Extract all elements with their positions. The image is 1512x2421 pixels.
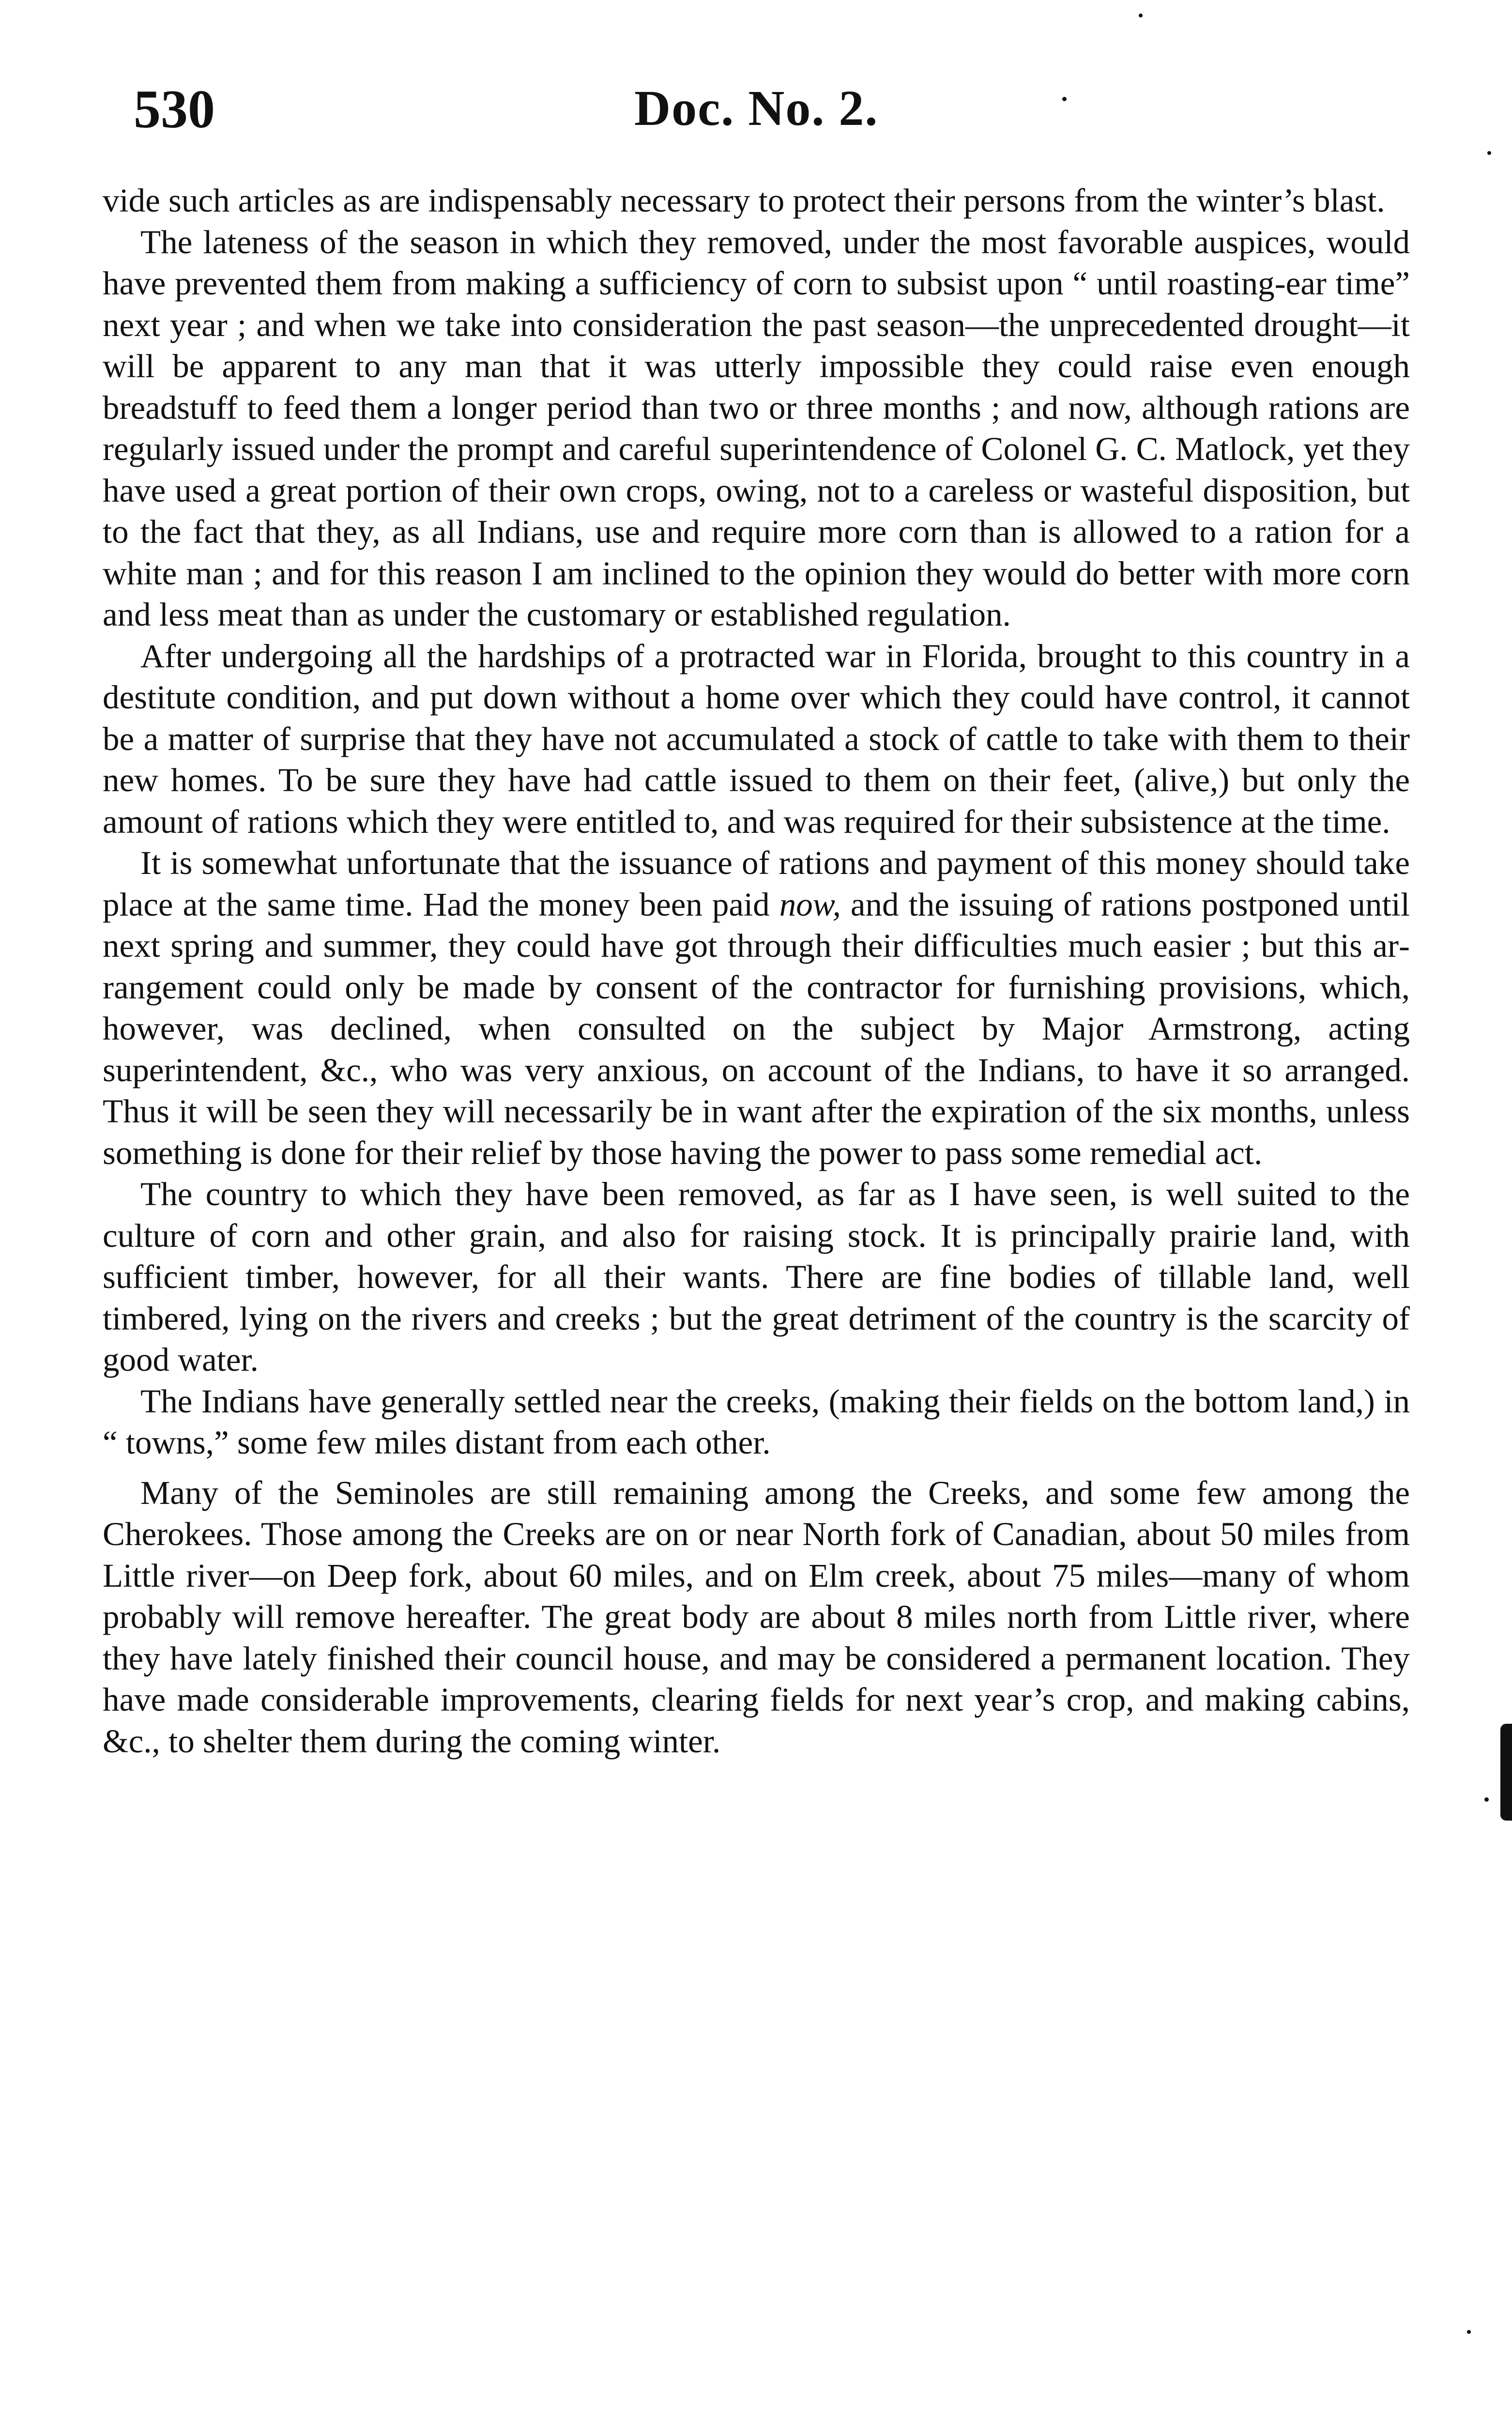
paragraph-seminoles: Many of the Seminoles are still remaining among the Creeks, and some few among the Cherokees. Those among the Creeks are on or near North fork of Canadian, about 50 miles from Little river—on Deep fork, about 60 miles, and on Elm creek, about 75 miles—many of whom probably will remove hereafter. The great body are about 8 miles north from Little river, where they have lately finished their council house, and may be considered a permanent location. They have made considerable improvements, clearing fields for next year’s crop, and making cabins, &c., to shelter them during the coming winter. <box>103 1474 1410 1760</box>
paragraph-country: The country to which they have been removed, as far as I have seen, is well suited to the culture of corn and other grain, and also for raising stock. It is principally prairie land, with sufficient timber, however, for all their wants. There are fine bodies of tillable land, well timbered, lying on the rivers and creeks ; but the great detriment of the country is the scarcity of good water. <box>103 1176 1410 1378</box>
paragraph-rations-payment <box>103 843 1410 1174</box>
paragraph-rations-text-a: It is somewhat unfortunate that the issuance of rations and payment of this money should take place at the same time. Had the money been paid <box>103 844 1410 923</box>
paragraph-continued: vide such articles as are indispensably necessary to protect their persons from the winter’s blast. <box>103 182 1385 219</box>
body-text <box>103 180 1410 1762</box>
margin-speck <box>1139 14 1143 17</box>
page-header <box>87 77 1423 165</box>
paragraph-settlements: The Indians have generally settled near the creeks, (making their fields on the bottom land,) in “ towns,” some few miles distant from each other. <box>103 1382 1410 1461</box>
paragraph-season: The lateness of the season in which they removed, under the most favorable auspices, would have prevented them from making a sufficiency of corn to subsist upon “ until roasting-ear time” next year ; and when we take into consideration the past season—the unprecedented drought—it will be apparent to any man that it was utterly impossible they could raise even enough breadstuff to feed them a longer period than two or three months ; and now, although rations are regularly issued under the prompt and careful superintendence of Colonel G. C. Matlock, yet they have used a great portion of their own crops, owing, not to a careless or wasteful disposition, but to the fact that they, as all Indians, use and require more corn than is allowed to a ration for a white man ; and for this reason I am inclined to the opinion they would do better with more corn and less meat than as under the customary or established regulation. <box>103 223 1410 633</box>
margin-speck <box>1062 97 1067 101</box>
margin-speck <box>1467 2330 1471 2334</box>
running-title: Doc. No. 2. <box>634 80 879 136</box>
paragraph-rations-text-b: and the issuing of rations postponed until next spring and summer, they could have got through their difficulties much easier ; but this arrangement could only be made by consent of the contractor for furnishing provisions, which, however, was declined, when consulted on the subject by Major Armstrong, acting superintendent, &c., who was very anxious, on account of the Indians, to have it so arranged. Thus it will be seen they will necessarily be in want after the expiration of the six months, unless something is done for their relief by those having the power to pass some remedial act. <box>103 886 1410 1171</box>
page-number: 530 <box>134 79 215 139</box>
scan-edge-mark <box>1500 1724 1512 1821</box>
italic-now: now, <box>779 886 841 923</box>
margin-speck <box>1484 1797 1489 1802</box>
margin-speck <box>1487 151 1491 155</box>
paragraph-hardships: After undergoing all the hardships of a protracted war in Florida, brought to this country in a destitute condition, and put down without a home over which they could have control, it cannot be a matter of surprise that they have not accumulated a stock of cattle to take with them to their new homes. To be sure they have had cattle issued to them on their feet, (alive,) but only the amount of rations which they were entitled to, and was required for their subsistence at the time. <box>103 637 1410 840</box>
